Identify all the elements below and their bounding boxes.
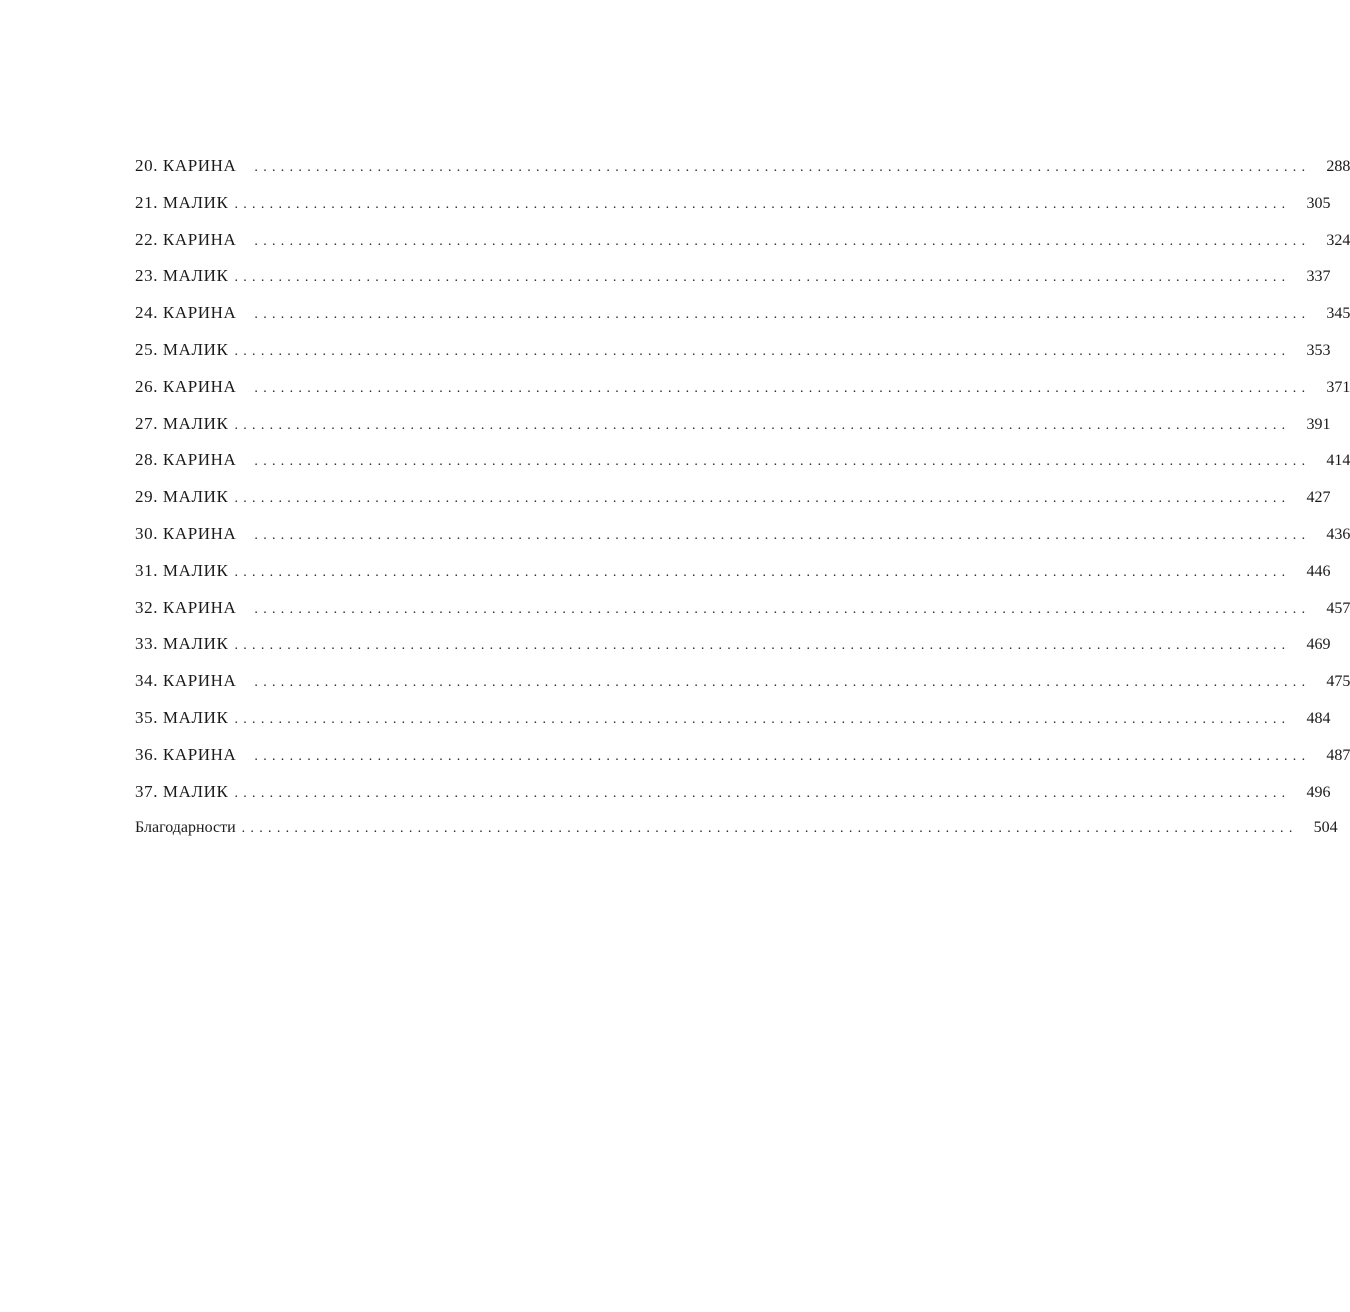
- toc-entry-page: 446: [1306, 562, 1331, 580]
- toc-entry-title: 34. КАРИНА: [135, 671, 237, 691]
- toc-entry[interactable]: [135, 663, 1350, 700]
- toc-entry-page: 504: [1313, 819, 1338, 837]
- toc-entry-title: 29. МАЛИК: [135, 487, 229, 507]
- toc-entry[interactable]: [135, 369, 1350, 406]
- toc-entry-page: 337: [1306, 268, 1331, 286]
- toc-entry-page: 391: [1306, 415, 1331, 433]
- toc-dot-leader: ........................................................................................................................: [234, 196, 1291, 212]
- toc-entry[interactable]: [135, 737, 1350, 774]
- toc-entry-page: 427: [1306, 489, 1331, 507]
- toc-entry[interactable]: [135, 332, 1331, 369]
- toc-entry-page: 345: [1326, 305, 1350, 323]
- toc-entry-page: 475: [1326, 673, 1350, 691]
- table-of-contents: [135, 148, 1350, 847]
- toc-entry-title: 32. КАРИНА: [135, 597, 237, 617]
- toc-entry-page: 457: [1326, 599, 1350, 617]
- toc-entry-page: 371: [1326, 378, 1350, 396]
- toc-dot-leader: ........................................................................................................................: [254, 527, 1311, 543]
- toc-entry-title: 35. МАЛИК: [135, 707, 229, 727]
- toc-entry-page: 484: [1306, 709, 1331, 727]
- toc-entry[interactable]: [135, 516, 1350, 553]
- toc-dot-leader: ........................................................................................................................: [254, 454, 1311, 470]
- toc-entry-page: 496: [1306, 783, 1331, 801]
- toc-dot-leader: ........................................................................................................................: [234, 785, 1291, 801]
- toc-entry-page: 414: [1326, 452, 1350, 470]
- toc-entry-title: 24. КАРИНА: [135, 303, 237, 323]
- toc-entry-title: 26. КАРИНА: [135, 376, 237, 396]
- toc-dot-leader: ........................................................................................................................: [234, 270, 1291, 286]
- toc-dot-leader: ........................................................................................................................: [234, 564, 1291, 580]
- toc-entry[interactable]: [135, 590, 1350, 627]
- toc-entry[interactable]: [135, 295, 1350, 332]
- toc-entry-page: 288: [1326, 158, 1350, 175]
- toc-entry-page: 324: [1326, 231, 1350, 249]
- toc-entry[interactable]: [135, 406, 1331, 443]
- toc-dot-leader: ........................................................................................................................: [254, 233, 1311, 249]
- toc-entry-title: 20. КАРИНА: [135, 156, 237, 175]
- toc-entry[interactable]: [135, 700, 1331, 737]
- toc-entry-title: 21. МАЛИК: [135, 192, 229, 212]
- toc-entry-title: 22. КАРИНА: [135, 229, 237, 249]
- toc-entry-title: 23. МАЛИК: [135, 266, 229, 286]
- toc-entry-page: 487: [1326, 746, 1350, 764]
- toc-entry-title: 33. МАЛИК: [135, 634, 229, 654]
- toc-entry-title: 37. МАЛИК: [135, 781, 229, 801]
- toc-entry[interactable]: [135, 774, 1331, 811]
- toc-entry[interactable]: [135, 479, 1331, 516]
- toc-entry[interactable]: [135, 148, 1350, 185]
- toc-dot-leader: ........................................................................................................................: [254, 307, 1311, 323]
- toc-entry-title: 31. МАЛИК: [135, 560, 229, 580]
- toc-entry-page: 305: [1306, 194, 1331, 212]
- toc-dot-leader: ........................................................................................................................: [254, 748, 1311, 764]
- toc-dot-leader: ........................................................................................................................: [254, 675, 1311, 691]
- toc-dot-leader: ........................................................................................................................: [254, 601, 1311, 617]
- toc-dot-leader: ........................................................................................................................: [254, 380, 1311, 396]
- toc-entry[interactable]: [135, 553, 1331, 590]
- toc-entry-page: 436: [1326, 525, 1350, 543]
- toc-dot-leader: ........................................................................................................................: [254, 160, 1311, 175]
- toc-dot-leader: ........................................................................................................................: [234, 417, 1291, 433]
- toc-entry[interactable]: [135, 258, 1331, 295]
- toc-entry-page: 353: [1306, 341, 1331, 359]
- toc-entry-page: 469: [1306, 636, 1331, 654]
- toc-dot-leader: ........................................................................................................................: [234, 343, 1291, 359]
- toc-entry-title: Благодарности: [135, 819, 236, 837]
- toc-entry[interactable]: [135, 222, 1350, 259]
- toc-dot-leader: ........................................................................................................................: [234, 711, 1291, 727]
- toc-dot-leader: ........................................................................................................................: [234, 638, 1291, 654]
- toc-entry-title: 36. КАРИНА: [135, 744, 237, 764]
- toc-entry[interactable]: [135, 185, 1331, 222]
- toc-entry-title: 28. КАРИНА: [135, 450, 237, 470]
- toc-entry[interactable]: [135, 626, 1331, 663]
- toc-dot-leader: ........................................................................................................................: [234, 491, 1291, 507]
- toc-entry-title: 25. МАЛИК: [135, 339, 229, 359]
- toc-entry[interactable]: [135, 442, 1350, 479]
- toc-entry-title: 27. МАЛИК: [135, 413, 229, 433]
- toc-dot-leader: ........................................................................................................................: [241, 821, 1298, 837]
- toc-entry[interactable]: [135, 810, 1338, 847]
- toc-entry-title: 30. КАРИНА: [135, 523, 237, 543]
